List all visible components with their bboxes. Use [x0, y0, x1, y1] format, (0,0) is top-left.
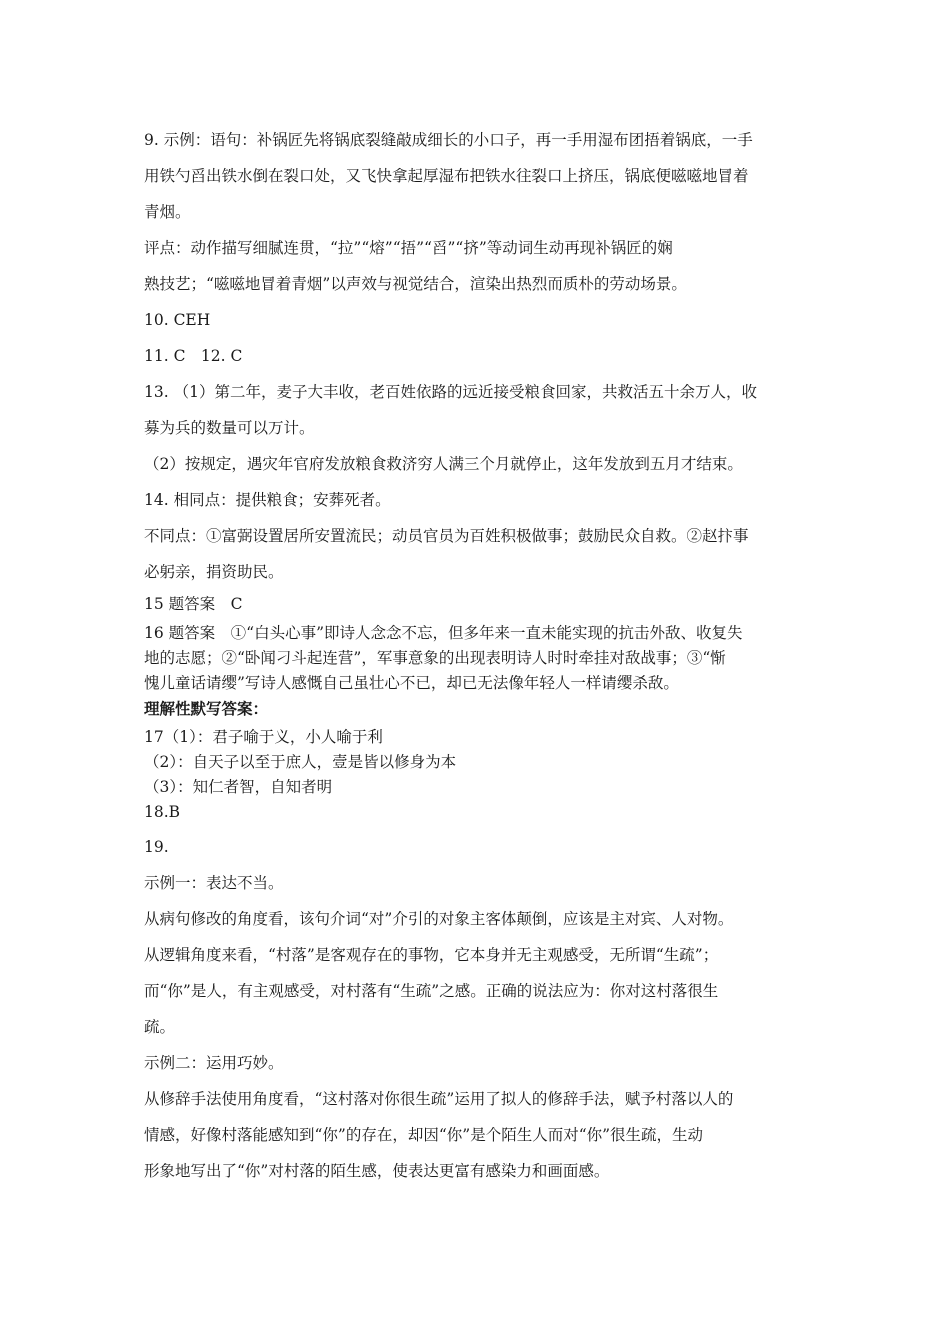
- q16-line-3: 愧儿童话请缨”写诗人感慨自己虽壮心不已，却已无法像年轻人一样请缨杀敌。: [144, 674, 679, 692]
- q19-number: 19.: [144, 838, 169, 856]
- q11-12-answer: 11. C 12. C: [144, 347, 243, 365]
- q9-line-1: 9. 示例：语句：补锅匠先将锅底裂缝敲成细长的小口子，再一手用湿布团捂着锅底，一手: [144, 131, 753, 149]
- answer-document: [144, 122, 808, 1189]
- q19-example-1-line-1: 从病句修改的角度看，该句介词“对”介引的对象主客体颠倒，应该是主对宾、人对物。: [144, 910, 734, 928]
- q17-line-3: （3）：知仁者智，自知者明: [144, 778, 333, 796]
- q14-line-1: 14. 相同点：提供粮食；安葬死者。: [144, 491, 391, 509]
- q19-example-2-line-3: 形象地写出了“你”对村落的陌生感，使表达更富有感染力和画面感。: [144, 1162, 610, 1180]
- q16-line-2: 地的志愿；②“卧闻刁斗起连营”，军事意象的出现表明诗人时时牵挂对敌战事；③“惭: [144, 649, 726, 667]
- q19-example-1-title: 示例一：表达不当。: [144, 874, 284, 892]
- q19-example-1-line-4: 疏。: [144, 1018, 176, 1036]
- q9-comment-line-2: 熟技艺；“嗞嗞地冒着青烟”以声效与视觉结合，渲染出热烈而质朴的劳动场景。: [144, 275, 687, 293]
- q9-comment-line-1: 评点：动作描写细腻连贯，“拉”“熔”“捂”“舀”“挤”等动词生动再现补锅匠的娴: [144, 239, 673, 257]
- q17-line-1: 17（1）：君子喻于义，小人喻于利: [144, 728, 383, 746]
- q19-example-1-line-3: 而“你”是人，有主观感受，对村落有“生疏”之感。正确的说法应为：你对这村落很生: [144, 982, 719, 1000]
- q10-answer: 10. CEH: [144, 311, 211, 329]
- q13-line-2: 募为兵的数量可以万计。: [144, 419, 315, 437]
- q13-line-1: 13. （1）第二年，麦子大丰收，老百姓依路的远近接受粮食回家，共救活五十余万人，收: [144, 383, 757, 401]
- q15-answer: 15 题答案 C: [144, 595, 243, 613]
- q19-example-2-line-1: 从修辞手法使用角度看，“这村落对你很生疏”运用了拟人的修辞手法，赋予村落以人的: [144, 1090, 734, 1108]
- q14-line-3: 必躬亲，捐资助民。: [144, 563, 284, 581]
- q14-line-2: 不同点：①富弼设置居所安置流民；动员官员为百姓积极做事；鼓励民众自救。②赵抃事: [144, 527, 749, 545]
- q18-answer: 18.B: [144, 803, 181, 821]
- q19-example-1-line-2: 从逻辑角度来看，“村落”是客观存在的事物，它本身并无主观感受，无所谓“生疏”；: [144, 946, 719, 964]
- q9-line-2: 用铁勺舀出铁水倒在裂口处，又飞快拿起厚湿布把铁水往裂口上挤压，锅底便嗞嗞地冒着: [144, 167, 749, 185]
- q13-line-3: （2）按规定，遇灾年官府发放粮食救济穷人满三个月就停止，这年发放到五月才结束。: [144, 455, 743, 473]
- q16-line-1: 16 题答案 ①“白头心事”即诗人念念不忘，但多年来一直未能实现的抗击外敌、收复失: [144, 624, 743, 642]
- dictation-heading: 理解性默写答案：: [144, 699, 269, 718]
- q9-line-3: 青烟。: [144, 203, 191, 221]
- q19-example-2-title: 示例二：运用巧妙。: [144, 1054, 284, 1072]
- q19-example-2-line-2: 情感，好像村落能感知到“你”的存在，却因“你”是个陌生人而对“你”很生疏，生动: [144, 1126, 704, 1144]
- q17-line-2: （2）：自天子以至于庶人，壹是皆以修身为本: [144, 753, 457, 771]
